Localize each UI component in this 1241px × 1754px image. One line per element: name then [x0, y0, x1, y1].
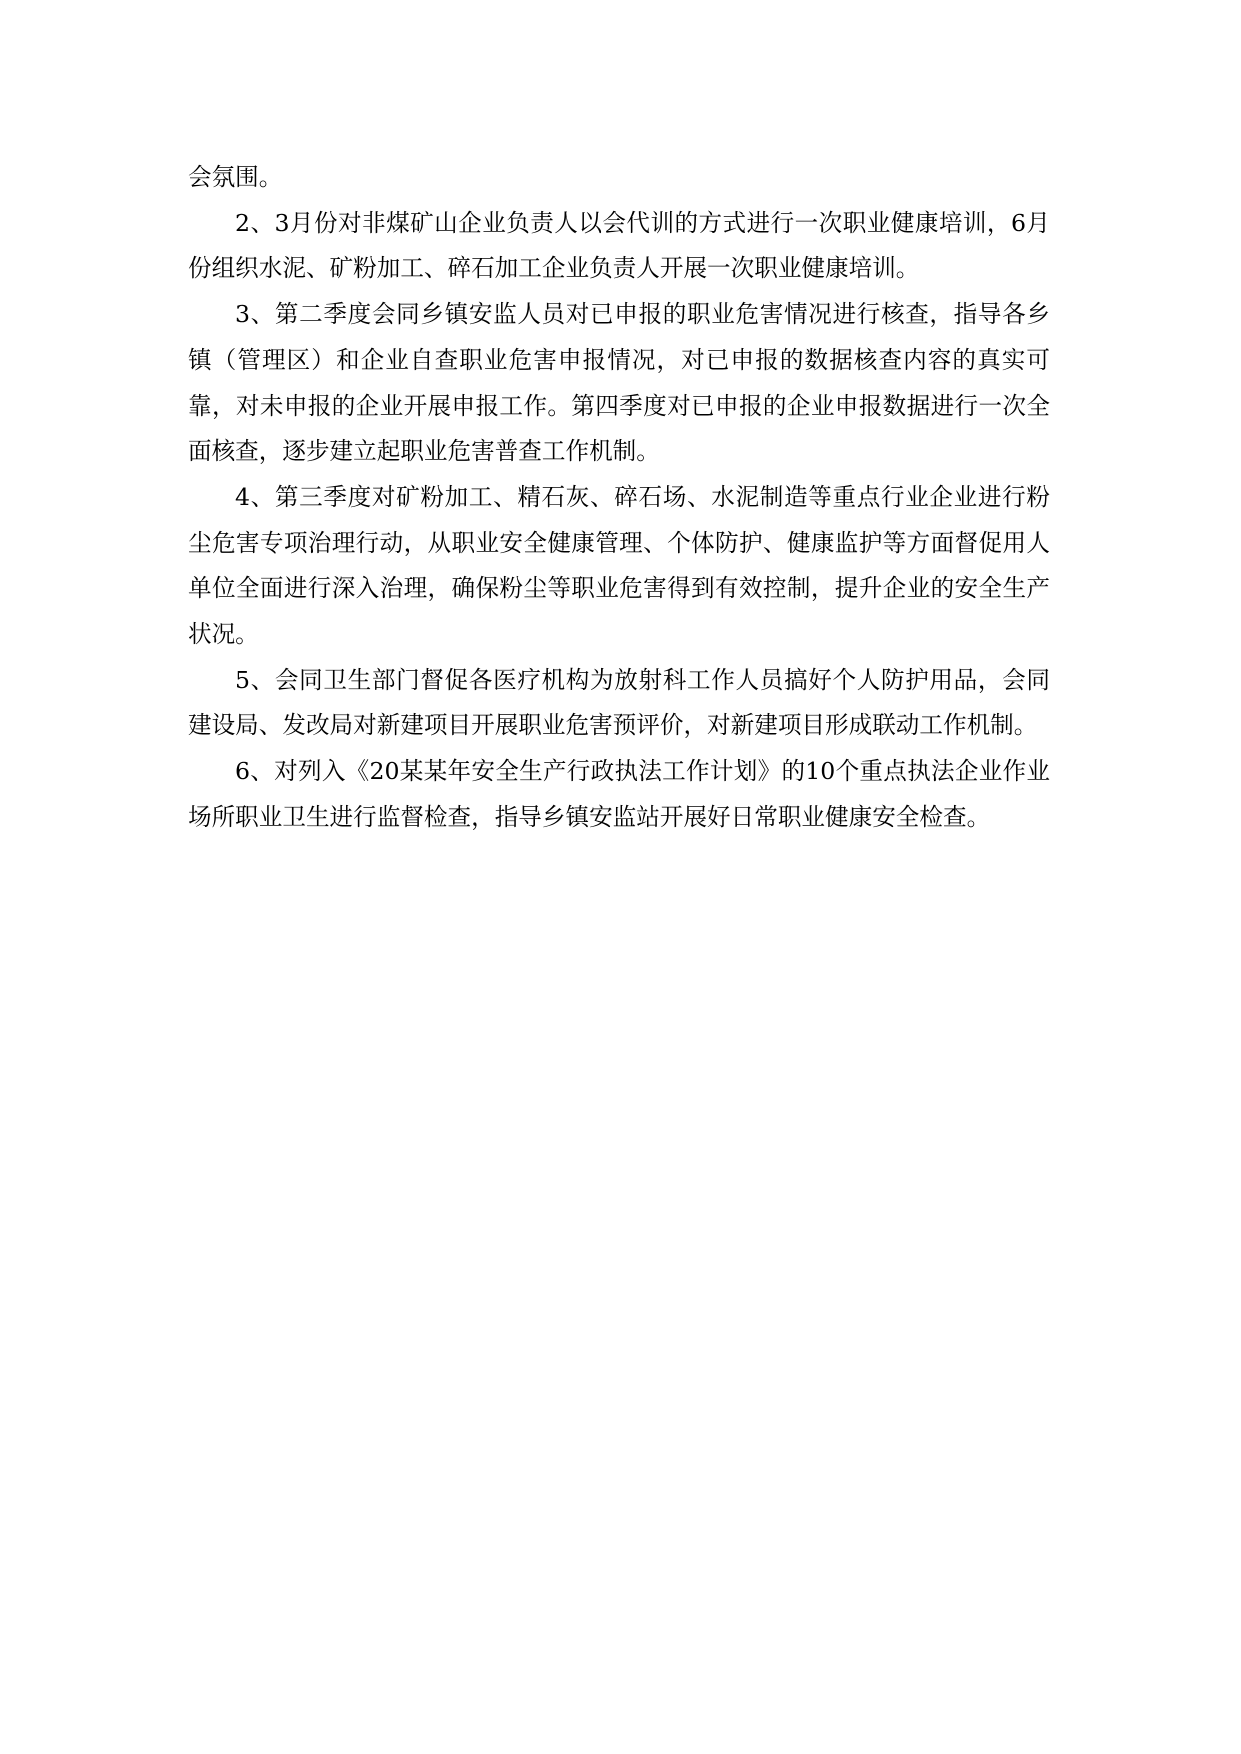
paragraph-item-5: 5、会同卫生部门督促各医疗机构为放射科工作人员搞好个人防护用品，会同建设局、发改局对新建项目开展职业危害预评价，对新建项目形成联动工作机制。 — [188, 665, 1050, 740]
document-body — [188, 155, 1050, 841]
paragraph-item-3: 3、第二季度会同乡镇安监人员对已申报的职业危害情况进行核查，指导各乡镇（管理区）和企业自查职业危害申报情况，对已申报的数据核查内容的真实可靠，对未申报的企业开展申报工作。第四季度对已申报的企业申报数据进行一次全面核查，逐步建立起职业危害普查工作机制。 — [188, 300, 1050, 466]
paragraph-continuation: 会氛围。 — [188, 163, 283, 191]
paragraph-item-2: 2、3月份对非煤矿山企业负责人以会代训的方式进行一次职业健康培训，6月份组织水泥、矿粉加工、碎石加工企业负责人开展一次职业健康培训。 — [188, 208, 1050, 283]
paragraph-item-4: 4、第三季度对矿粉加工、精石灰、碎石场、水泥制造等重点行业企业进行粉尘危害专项治理行动，从职业安全健康管理、个体防护、健康监护等方面督促用人单位全面进行深入治理，确保粉尘等职业危害得到有效控制，提升企业的安全生产状况。 — [188, 482, 1050, 649]
paragraph-item-6: 6、对列入《20某某年安全生产行政执法工作计划》的10个重点执法企业作业场所职业卫生进行监督检查，指导乡镇安监站开展好日常职业健康安全检查。 — [188, 757, 1050, 831]
